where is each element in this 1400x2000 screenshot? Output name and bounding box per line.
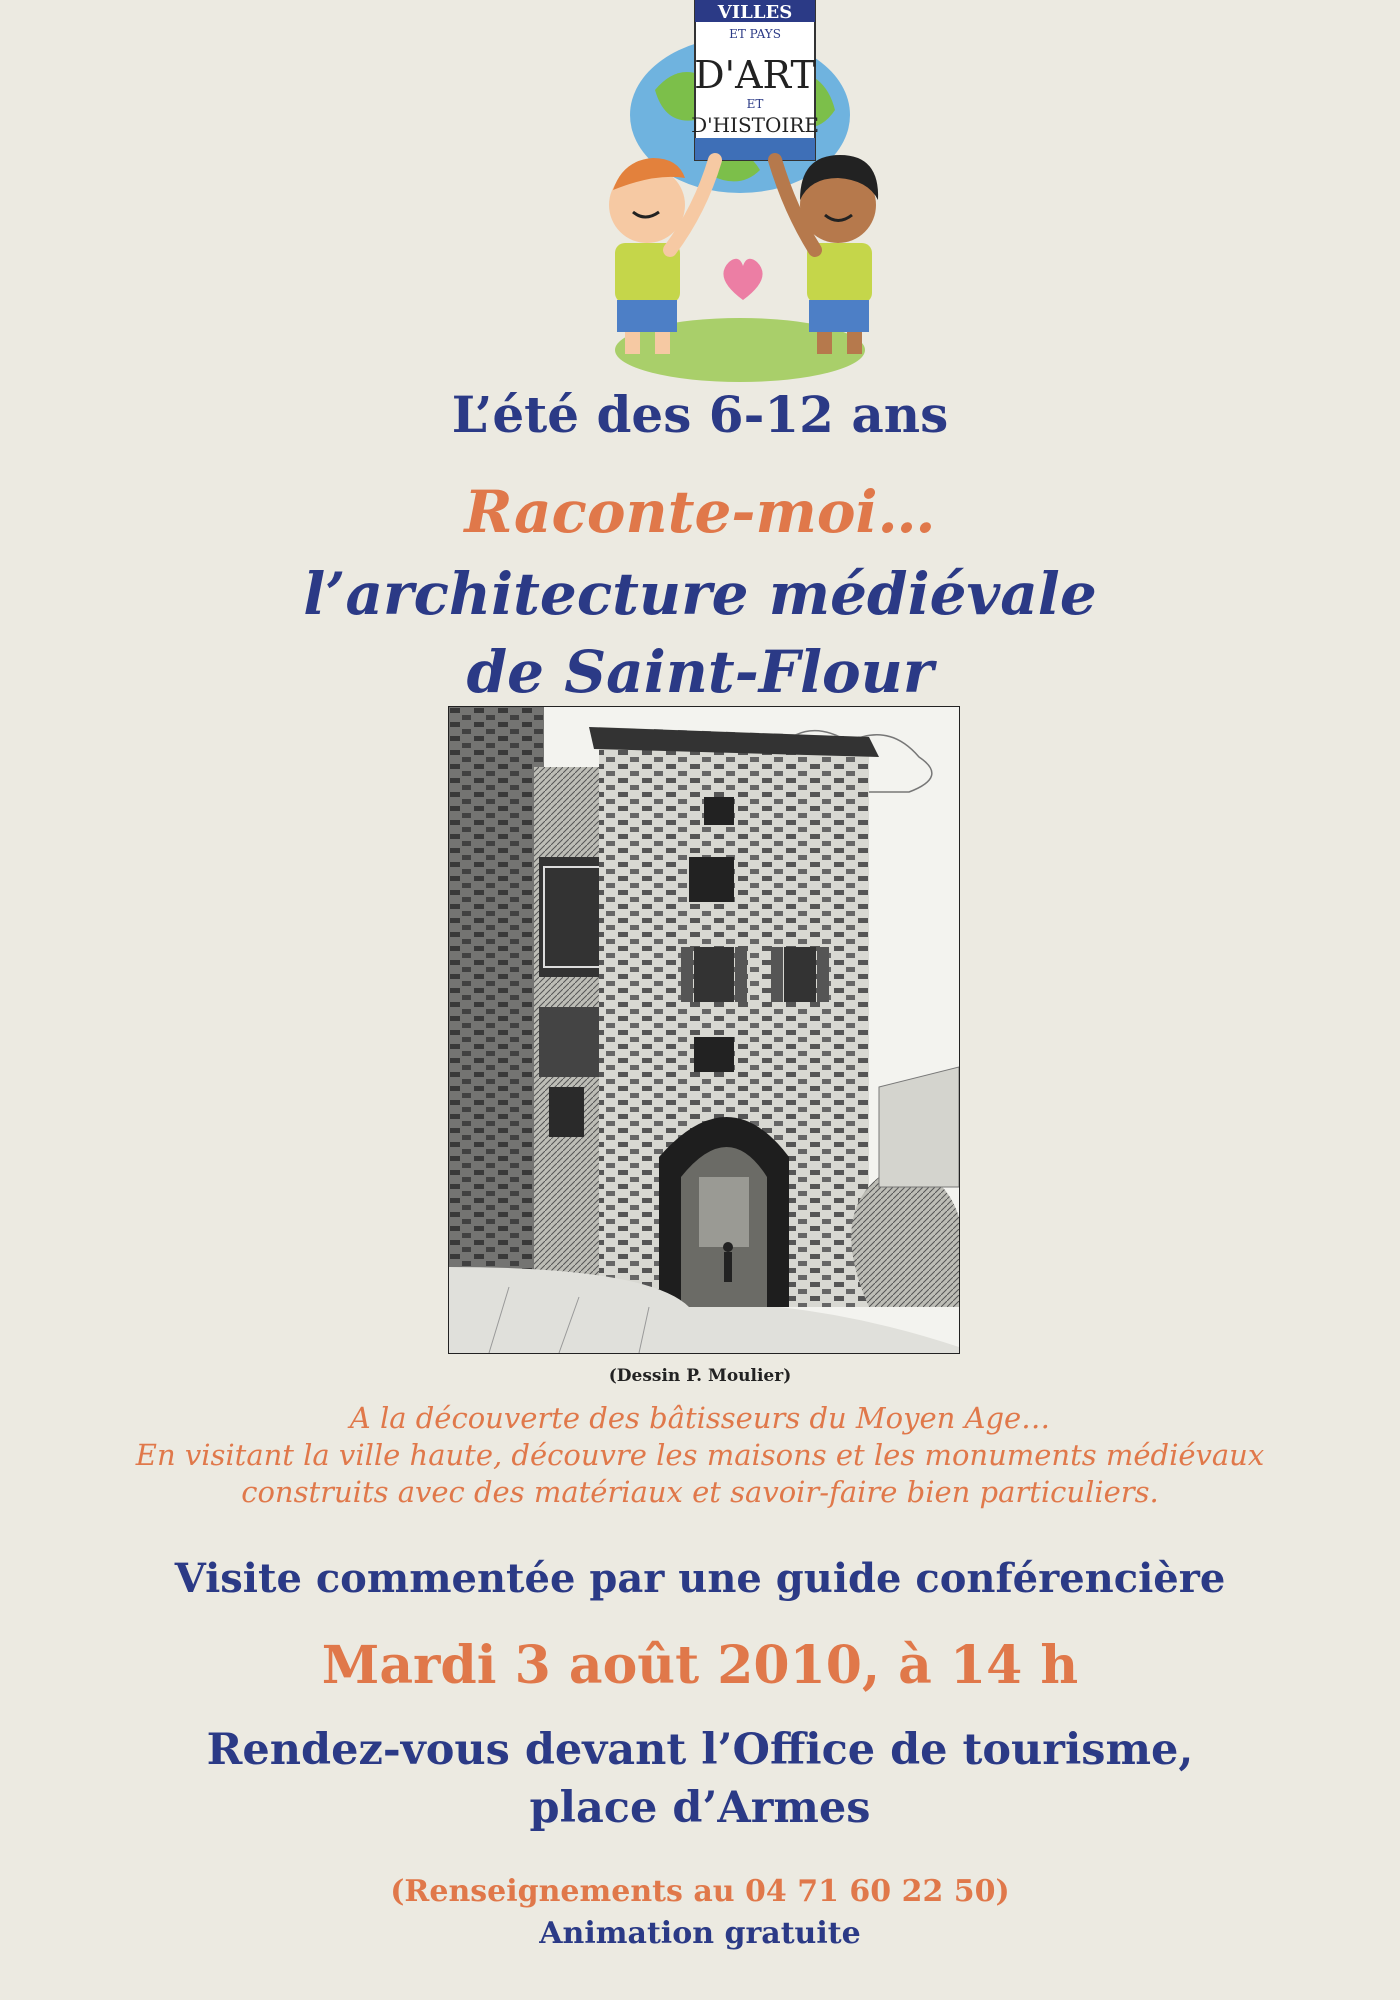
intro-text (0, 1400, 1400, 1511)
logo-villes-pays-art-histoire (575, 0, 905, 400)
meeting-point-line1: Rendez-vous devant l’Office de tourisme, (206, 1725, 1194, 1775)
heart-icon (723, 259, 762, 300)
free-event-note: Animation gratuite (539, 1916, 861, 1951)
poster-subtitle: L’été des 6-12 ans (451, 385, 949, 444)
logo-text-et: ET (746, 97, 764, 111)
logo-text-histoire: D'HISTOIRE (691, 113, 819, 137)
logo-text-villes: VILLES (717, 2, 793, 23)
logo-text-et-pays: ET PAYS (729, 27, 781, 41)
intro-line: En visitant la ville haute, découvre les maisons et les monuments médiévaux (135, 1438, 1265, 1472)
intro-line: A la découverte des bâtisseurs du Moyen Age… (349, 1401, 1051, 1435)
poster-title-line1: Raconte-moi… (464, 478, 936, 546)
poster-title-line3: de Saint-Flour (466, 638, 934, 706)
event-date: Mardi 3 août 2010, à 14 h (321, 1635, 1079, 1696)
info-phone: (Renseignements au 04 71 60 22 50) (390, 1874, 1010, 1909)
guided-visit-line: Visite commentée par une guide conférencière (174, 1555, 1226, 1602)
logo-text-art: D'ART (694, 53, 816, 97)
drawing-caption: (Dessin P. Moulier) (608, 1366, 792, 1386)
poster-title-line2: l’architecture médiévale (303, 560, 1097, 628)
children-globe-illustration (575, 0, 905, 400)
intro-line: construits avec des matériaux et savoir-faire bien particuliers. (241, 1475, 1159, 1509)
meeting-point-line2: place d’Armes (529, 1783, 871, 1833)
medieval-gate-drawing (448, 706, 960, 1354)
